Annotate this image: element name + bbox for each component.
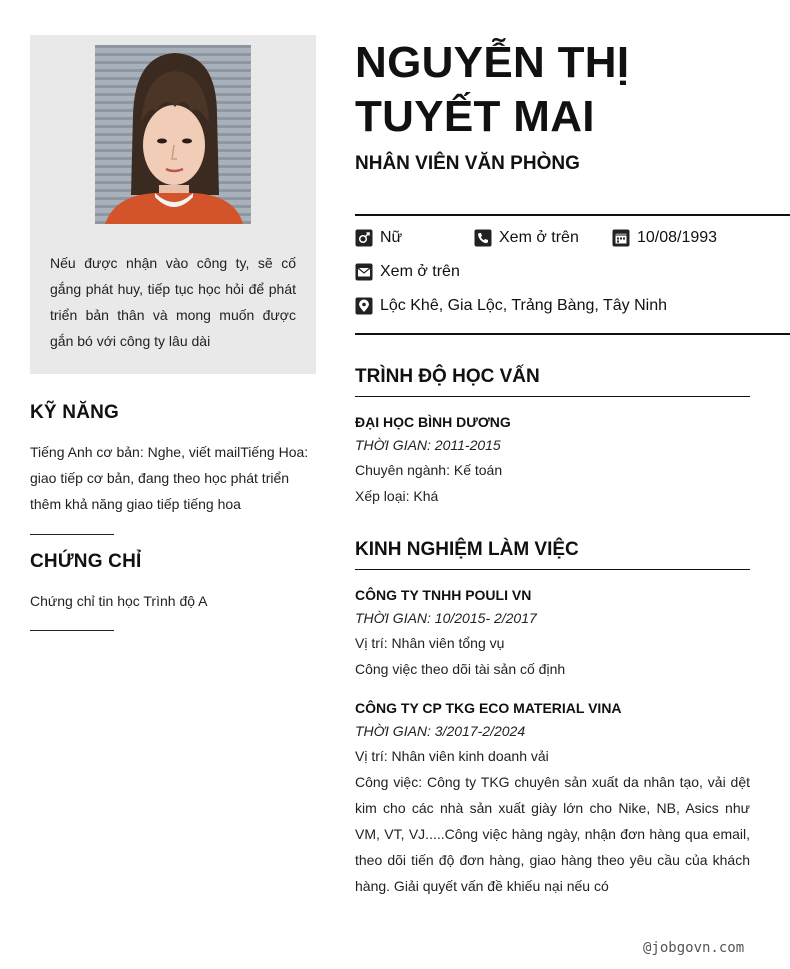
- education-time: THỜI GIAN: 2011-2015: [355, 437, 501, 453]
- skills-heading: KỸ NĂNG: [30, 402, 120, 423]
- contact-bottom-rule: [355, 333, 790, 335]
- profile-photo: [95, 45, 251, 224]
- job-title: NHÂN VIÊN VĂN PHÒNG: [355, 153, 580, 174]
- site-watermark: @jobgovn.com: [643, 940, 745, 956]
- job-1-time: THỜI GIAN: 10/2015- 2/2017: [355, 610, 537, 626]
- job-2-time: THỜI GIAN: 3/2017-2/2024: [355, 723, 526, 739]
- calendar-icon: [612, 229, 630, 247]
- birthday-info: [612, 229, 717, 247]
- email-info: [355, 263, 460, 281]
- gender-value: Nữ: [380, 229, 403, 246]
- job-1-position: Vị trí: Nhân viên tổng vụ: [355, 635, 505, 651]
- phone-icon: [474, 229, 492, 247]
- name-line-2: TUYẾT MAI: [355, 92, 595, 141]
- education-major: Chuyên ngành: Kế toán: [355, 462, 503, 478]
- job-2-company: CÔNG TY CP TKG ECO MATERIAL VINA: [355, 700, 622, 716]
- profile-panel: [30, 35, 316, 374]
- gender-info: [355, 229, 402, 247]
- job-2-position: Vị trí: Nhân viên kinh doanh vải: [355, 748, 549, 764]
- gender-icon: [355, 229, 373, 247]
- experience-heading: KINH NGHIỆM LÀM VIỆC: [355, 539, 579, 560]
- education-heading: TRÌNH ĐỘ HỌC VẤN: [355, 366, 540, 387]
- skills-text: Tiếng Anh cơ bản: Nghe, viết mailTiếng Hoa: giao tiếp cơ bản, đang theo học phát triển thêm khả năng giao tiếp tiếng hoa: [30, 444, 309, 512]
- email-icon: [355, 263, 373, 281]
- phone-value: Xem ở trên: [499, 229, 579, 246]
- name-line-1: NGUYỄN THỊ: [355, 38, 630, 87]
- skills-divider: [30, 534, 114, 535]
- candidate-name: [355, 36, 629, 144]
- job-1-work: Công việc theo dõi tài sản cố định: [355, 661, 566, 677]
- email-value: Xem ở trên: [380, 263, 460, 280]
- job-1-company: CÔNG TY TNHH POULI VN: [355, 587, 532, 603]
- experience-rule: [355, 569, 750, 570]
- address-info: [355, 297, 667, 315]
- job-2-work: Công việc: Công ty TKG chuyên sản xuất da nhân tạo, vải dệt kim cho các nhà sản xuất giày lớn cho Nike, NB, Asics như VM, VT, VJ.....Công việc hàng ngày, nhận đơn hàng qua email, theo dõi tiến độ đơn hàng, giao hàng theo yêu cầu của khách hàng. Giải quyết vấn đề khiếu nại nếu có: [355, 774, 750, 894]
- phone-info: [474, 229, 579, 247]
- certificates-divider: [30, 630, 114, 631]
- education-rule: [355, 396, 750, 397]
- education-grade: Xếp loại: Khá: [355, 488, 439, 504]
- birthday-value: 10/08/1993: [637, 229, 718, 246]
- school-name: ĐẠI HỌC BÌNH DƯƠNG: [355, 414, 511, 430]
- contact-top-rule: [355, 214, 790, 216]
- location-icon: [355, 297, 373, 315]
- address-value: Lộc Khê, Gia Lộc, Trảng Bàng, Tây Ninh: [380, 297, 667, 314]
- certificates-text: Chứng chỉ tin học Trình độ A: [30, 593, 208, 609]
- certificates-heading: CHỨNG CHỈ: [30, 551, 142, 572]
- career-objective: Nếu được nhận vào công ty, sẽ cố gắng phát huy, tiếp tục học hỏi để phát triển bản thân và mong muốn được gắn bó với công ty lâu dài: [50, 255, 296, 349]
